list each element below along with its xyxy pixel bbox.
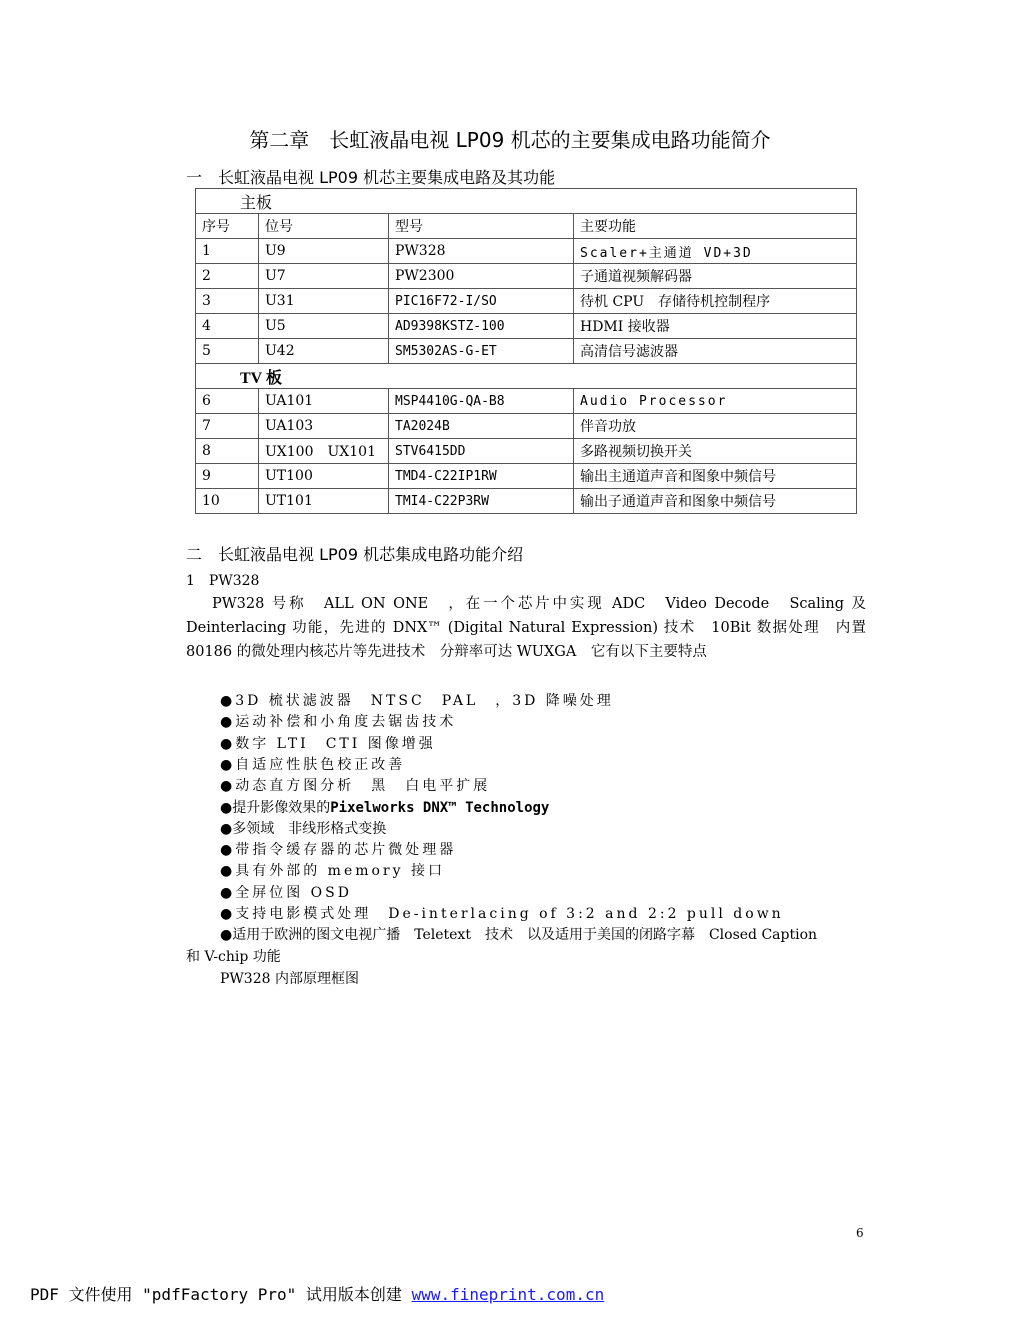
- table-header-row: [196, 214, 857, 239]
- table-row: [196, 314, 857, 339]
- feature-item: ●3D 梳状滤波器 NTSC PAL ，3D 降噪处理: [220, 693, 614, 709]
- cell-model: SM5302AS-G-ET: [389, 339, 574, 364]
- cell-function: 子通道视频解码器: [574, 264, 857, 289]
- group-main-board: 主板: [196, 189, 857, 214]
- feature-continuation: 和 V-chip 功能: [186, 949, 281, 965]
- cell-index: 1: [196, 239, 259, 264]
- cell-index: 7: [196, 414, 259, 439]
- feature-item: ●适用于欧洲的图文电视广播 Teletext 技术 以及适用于美国的闭路字幕 Closed Caption: [220, 927, 818, 943]
- cell-model: TMI4-C22P3RW: [389, 489, 574, 514]
- pixelworks-technology-text: Pixelworks DNX™ Technology: [330, 800, 550, 816]
- cell-position: U7: [259, 264, 389, 289]
- group-tv-board: TV 板: [196, 364, 857, 389]
- feature-item: ●动态直方图分析 黑 白电平扩展: [220, 778, 491, 794]
- cell-position: U9: [259, 239, 389, 264]
- cell-function: 输出子通道声音和图象中频信号: [574, 489, 857, 514]
- cell-position: UT100: [259, 464, 389, 489]
- cell-index: 5: [196, 339, 259, 364]
- cell-position: U5: [259, 314, 389, 339]
- intro-paragraph: PW328 号称 ALL ON ONE ，在一个芯片中实现 ADC Video Decode Scaling 及 Deinterlacing 功能，先进的 DNX™ (Digital Natural Expression) 技术 10Bit 数据处理 内置 80186 的微处理内核芯片等先进技术 分辩率可达 WUXGA 它有以下主要特点: [186, 596, 866, 660]
- cell-index: 9: [196, 464, 259, 489]
- section-1-heading: 一 长虹液晶电视 LP09 机芯主要集成电路及其功能: [186, 168, 556, 187]
- feature-item: ●数字 LTI CTI 图像增强: [220, 736, 436, 752]
- feature-item: ●提升影像效果的Pixelworks DNX™ Technology: [220, 800, 550, 816]
- table-row: [196, 389, 857, 414]
- cell-position: U31: [259, 289, 389, 314]
- table-row: [196, 239, 857, 264]
- feature-item: ●运动补偿和小角度去锯齿技术: [220, 714, 457, 730]
- cell-model: PIC16F72-I/SO: [389, 289, 574, 314]
- feature-item: ●全屏位图 OSD: [220, 885, 352, 901]
- cell-index: 3: [196, 289, 259, 314]
- header-cell: 主要功能: [574, 214, 857, 239]
- cell-position: UT101: [259, 489, 389, 514]
- table-row: [196, 339, 857, 364]
- cell-index: 2: [196, 264, 259, 289]
- diagram-caption: PW328 内部原理框图: [220, 971, 359, 987]
- page-title: 第二章 长虹液晶电视 LP09 机芯的主要集成电路功能简介: [249, 128, 771, 152]
- cell-position: U42: [259, 339, 389, 364]
- cell-function: HDMI 接收器: [574, 314, 857, 339]
- cell-function: Scaler+主通道 VD+3D: [574, 239, 857, 264]
- cell-position: UX100 UX101: [259, 439, 389, 464]
- table-row: [196, 264, 857, 289]
- table-row: [196, 289, 857, 314]
- cell-function: 伴音功放: [574, 414, 857, 439]
- pdf-footer: [30, 1282, 604, 1305]
- table-row: [196, 439, 857, 464]
- cell-model: PW2300: [389, 264, 574, 289]
- cell-index: 8: [196, 439, 259, 464]
- footer-link[interactable]: www.fineprint.com.cn: [411, 1285, 605, 1304]
- footer-text: PDF 文件使用 "pdfFactory Pro" 试用版本创建: [30, 1285, 412, 1304]
- cell-function: 高清信号滤波器: [574, 339, 857, 364]
- cell-function: 多路视频切换开关: [574, 439, 857, 464]
- cell-position: UA101: [259, 389, 389, 414]
- table-row: [196, 489, 857, 514]
- cell-index: 4: [196, 314, 259, 339]
- table-row: [196, 464, 857, 489]
- header-cell: 位号: [259, 214, 389, 239]
- header-cell: 型号: [389, 214, 574, 239]
- cell-model: STV6415DD: [389, 439, 574, 464]
- cell-model: TA2024B: [389, 414, 574, 439]
- cell-position: UA103: [259, 414, 389, 439]
- cell-function: 输出主通道声音和图象中频信号: [574, 464, 857, 489]
- cell-model: PW328: [389, 239, 574, 264]
- table-row: [196, 414, 857, 439]
- cell-function: 待机 CPU 存储待机控制程序: [574, 289, 857, 314]
- header-cell: 序号: [196, 214, 259, 239]
- cell-function: Audio Processor: [574, 389, 857, 414]
- pw328-heading: 1 PW328: [186, 573, 260, 589]
- feature-item: ●支持电影模式处理 De-interlacing of 3:2 and 2:2 pull down: [220, 906, 784, 922]
- cell-model: MSP4410G-QA-B8: [389, 389, 574, 414]
- cell-index: 6: [196, 389, 259, 414]
- page-number: 6: [856, 1226, 864, 1240]
- feature-item: ●自适应性肤色校正改善: [220, 757, 406, 773]
- ic-table: [195, 188, 857, 514]
- feature-item: ●带指令缓存器的芯片微处理器: [220, 842, 457, 858]
- cell-model: TMD4-C22IP1RW: [389, 464, 574, 489]
- cell-index: 10: [196, 489, 259, 514]
- section-2-heading: 二 长虹液晶电视 LP09 机芯集成电路功能介绍: [186, 545, 524, 564]
- cell-model: AD9398KSTZ-100: [389, 314, 574, 339]
- feature-item: ●具有外部的 memory 接口: [220, 863, 445, 879]
- feature-item: ●多领域 非线形格式变换: [220, 821, 387, 837]
